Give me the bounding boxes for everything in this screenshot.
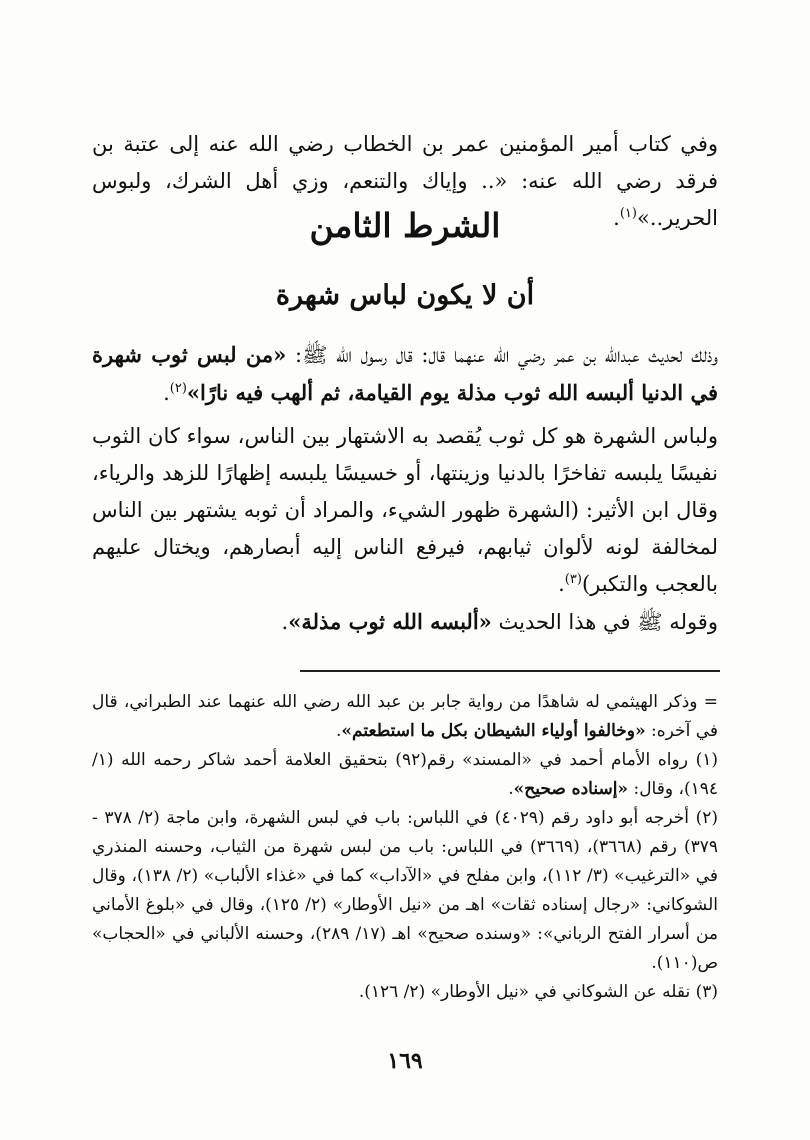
definition-end: .: [558, 572, 565, 596]
hadith-lead: وذلك لحديث عبدالله بن عمر رضي الله عنهما قال: قال رسول الله ﷺ:: [295, 343, 719, 367]
section-body: [92, 336, 718, 641]
hadith-end: .: [163, 381, 170, 405]
closing-paragraph: [92, 603, 718, 641]
hadith-paragraph: [92, 336, 718, 412]
closing-end: .: [281, 610, 289, 634]
intro-line-1: وفي كتاب أمير المؤمنين عمر بن الخطاب رضي الله عنه إلى عتبة بن فرقد رضي الله عنه:: [92, 132, 718, 193]
hadith-quote: «من لبس ثوب شهرة في الدنيا ألبسه الله ثوب مذلة يوم القيامة، ثم ألهب فيه نارًا»: [92, 342, 718, 405]
footnotes: [92, 688, 718, 1007]
footnote-1: (١) رواه الأمام أحمد في «المسند» رقم(٩٢) بتحقيق العلامة أحمد شاكر رحمه الله (١/ ١٩٤)، وقال: «إسناده صحيح».: [92, 750, 718, 799]
intro-line-2: «.. وإياك والتنعم، وزي أهل الشرك، ولبوس الحرير..»: [92, 169, 718, 230]
definition-text: ولباس الشهرة هو كل ثوب يُقصد به الاشتهار بين الناس، سواء كان الثوب نفيسًا يلبسه تفاخرًا بالدنيا وزينتها، أو خسيسًا يلبسه إظهارًا للزهد والرياء، وقال ابن الأثير: (الشهرة ظهور الشيء، والمراد أن ثوبه يشتهر بين الناس لمخالفة لونه لألوان ثيابهم، فيرفع الناس إليه أبصارهم، ويختال عليهم بالعجب والتكبر): [92, 424, 718, 596]
footnote-3: (٣) نقله عن الشوكاني في «نيل الأوطار» (٢/ ١٢٦).: [358, 982, 718, 1002]
closing-lead: وقوله ﷺ في هذا الحديث: [498, 610, 718, 634]
section-subtitle: أن لا يكون لباس شهرة: [275, 280, 535, 311]
footnote-continuation: = وذكر الهيثمي له شاهدًا من رواية جابر بن عبد الله رضي الله عنهما عند الطبراني، قال في آخره: «وخالفوا أولياء الشيطان بكل ما استطعتم».: [92, 692, 718, 741]
footnote-divider: [300, 670, 720, 672]
page-number: ١٦٩: [387, 1048, 423, 1074]
closing-quote: «ألبسه الله ثوب مذلة»: [288, 609, 492, 634]
definition-paragraph: [92, 418, 718, 603]
section-title: الشرط الثامن: [309, 206, 501, 245]
footnote-ref-1: (١): [619, 206, 637, 221]
intro-paragraph: وفي كتاب أمير المؤمنين عمر بن الخطاب رضي الله عنه إلى عتبة بن فرقد رضي الله عنه: «.. وإياك والتنعم، وزي أهل الشرك، ولبوس الحرير..»$^{(١)}$.: [92, 132, 718, 230]
footnote-ref-2: (٢): [169, 381, 187, 396]
footnote-2: (٢) أخرجه أبو داود رقم (٤٠٢٩) في اللباس: باب في لبس الشهرة، وابن ماجة (٢/ ٣٧٨ - ٣٧٩) رقم (٣٦٦٨)، (٣٦٦٩) في اللباس: باب من لبس شهرة من الثياب، وحسنه المنذري في «الترغيب» (٣/ ١١٢)، وابن مفلح في «الآداب» كما في «غذاء الألباب» (٢/ ١٣٨)، وقال الشوكاني: «رجال إسناده ثقات» اهـ من «نيل الأوطار» (٢/ ١٢٥)، وقال في «بلوغ الأماني من أسرار الفتح الرباني»: «وسنده صحيح» اهـ (١٧/ ٢٨٩)، وحسنه الألباني في «الحجاب» ص(١١٠).: [92, 808, 719, 973]
footnote-ref-3: (٣): [564, 572, 582, 587]
